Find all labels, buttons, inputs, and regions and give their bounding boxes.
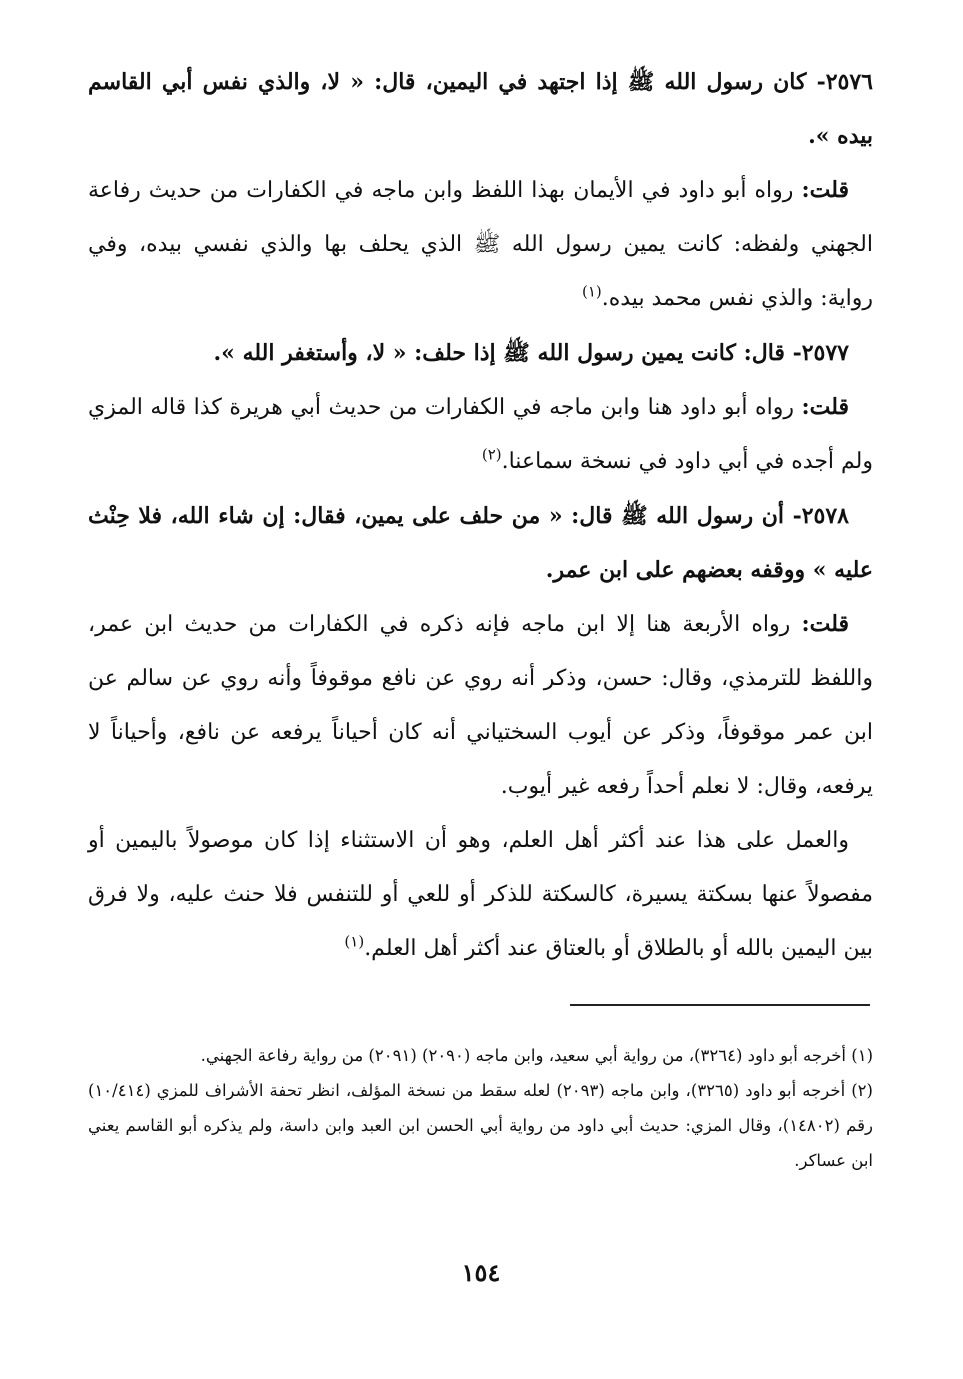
scholarly-note [88, 814, 873, 976]
footnote-ref-3: (١) [344, 932, 365, 951]
footnote-divider [570, 1004, 870, 1006]
footnote-2: (٢) أخرجه أبو داود (٣٢٦٥)، وابن ماجه (٢٠٩٣) لعله سقط من نسخة المؤلف، انظر تحفة الأشراف للمزي (١٠/٤١٤) رقم (١٤٨٠٢)، وقال المزي: حديث أبي داود من رواية أبي الحسن ابن العبد وابن داسة، ولم يذكره أبو القاسم يعني ابن عساكر. [88, 1081, 873, 1170]
hadith-2577 [88, 326, 873, 380]
commentary-2577-text: رواه أبو داود هنا وابن ماجه في الكفارات من حديث أبي هريرة كذا قاله المزي ولم أجده في أبي داود في نسخة سماعنا. [88, 395, 873, 474]
commentary-2577 [88, 380, 873, 489]
commentary-2578-text: رواه الأربعة هنا إلا ابن ماجه فإنه ذكره في الكفارات من حديث ابن عمر، واللفظ للترمذي، وقال: حسن، وذكر أنه روي عن نافع موقوفاً وأنه روي عن سالم عن ابن عمر موقوفاً، وذكر عن أيوب السختياني أنه كان أحياناً يرفعه عن نافع، وأحياناً لا يرفعه، وقال: لا نعلم أحداً رفعه غير أيوب. [88, 612, 874, 799]
hadith-2578-text: ٢٥٧٨- أن رسول الله ﷺ قال: « من حلف على يمين، فقال: إن شاء الله، فلا حِنْث عليه » ووقفه بعضهم على ابن عمر. [88, 503, 873, 583]
footnote-1: (١) أخرجه أبو داود (٣٢٦٤)، من رواية أبي سعيد، وابن ماجه (٢٠٩٠) (٢٠٩١) من رواية رفاعة الجهني. [200, 1046, 873, 1065]
hadith-2576 [88, 55, 873, 163]
footnotes [88, 1038, 873, 1178]
main-text [88, 55, 873, 976]
hadith-2576-text: ٢٥٧٦- كان رسول الله ﷺ إذا اجتهد في اليمين، قال: « لا، والذي نفس أبي القاسم بيده ». [88, 69, 873, 149]
commentary-2576 [88, 163, 873, 326]
scholarly-note-text: والعمل على هذا عند أكثر أهل العلم، وهو أن الاستثناء إذا كان موصولاً باليمين أو مفصولاً عنها بسكتة يسيرة، كالسكتة للذكر أو للعي أو للتنفس فلا حنث عليه، ولا فرق بين اليمين بالله أو بالطلاق أو بالعتاق عند أكثر أهل العلم. [88, 828, 873, 961]
footnote-ref-1: (١) [581, 282, 602, 301]
commentary-2578 [88, 597, 873, 814]
commentary-2576-label: قلت: [801, 177, 849, 203]
commentary-2576-text: رواه أبو داود في الأيمان بهذا اللفظ وابن ماجه في الكفارات من حديث رفاعة الجهني ولفظه: كانت يمين رسول الله ﷺ الذي يحلف بها والذي نفسي بيده، وفي رواية: والذي نفس محمد بيده. [88, 178, 873, 311]
hadith-2578 [88, 489, 873, 597]
footnote-ref-2: (٢) [481, 445, 502, 464]
page-number: ١٥٤ [461, 1258, 501, 1287]
hadith-2577-text: ٢٥٧٧- قال: كانت يمين رسول الله ﷺ إذا حلف: « لا، وأستغفر الله ». [213, 340, 849, 366]
commentary-2577-label: قلت: [801, 394, 849, 420]
commentary-2578-label: قلت: [801, 611, 849, 637]
